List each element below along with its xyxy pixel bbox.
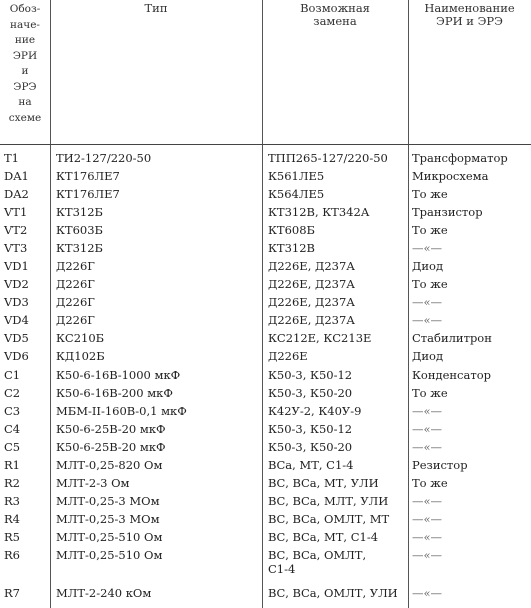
row-designation: R2 xyxy=(4,476,20,490)
row-replacement: К561ЛЕ5 xyxy=(268,169,325,183)
row-replacement: С1-4 xyxy=(268,562,296,576)
row-replacement: К42У-2, К40У-9 xyxy=(268,404,362,418)
row-replacement: Д226Е xyxy=(268,349,308,363)
row-type: МЛТ-0,25-510 Ом xyxy=(56,548,163,562)
row-name: —«— xyxy=(412,440,443,454)
row-replacement: К50-3, К50-20 xyxy=(268,440,353,454)
row-replacement: ВС, ВСа, ОМЛТ, МТ xyxy=(268,512,390,526)
row-replacement: ВС, ВСа, МТ, С1-4 xyxy=(268,530,379,544)
row-name: Диод xyxy=(412,349,444,363)
column-divider xyxy=(262,0,263,608)
header-rule xyxy=(0,144,531,145)
row-replacement: ВС, ВСа, ОМЛТ, УЛИ xyxy=(268,586,398,600)
row-replacement: ВС, ВСа, МТ, УЛИ xyxy=(268,476,379,490)
row-designation: C4 xyxy=(4,422,21,436)
row-name: —«— xyxy=(412,295,443,309)
row-type: МЛТ-0,25-3 МОм xyxy=(56,512,160,526)
row-name: То же xyxy=(412,476,448,490)
row-replacement: КТ312В, КТ342А xyxy=(268,205,370,219)
row-name: —«— xyxy=(412,241,443,255)
row-name: Резистор xyxy=(412,458,468,472)
row-type: КТ312Б xyxy=(56,205,103,219)
row-name: То же xyxy=(412,187,448,201)
row-replacement: КТ312В xyxy=(268,241,315,255)
row-replacement: К50-3, К50-12 xyxy=(268,368,353,382)
row-designation: C5 xyxy=(4,440,21,454)
row-replacement: Д226Е, Д237А xyxy=(268,277,356,291)
header-replacement xyxy=(262,2,408,28)
row-designation: VT3 xyxy=(4,241,28,255)
row-designation: VD3 xyxy=(4,295,29,309)
row-designation: VD2 xyxy=(4,277,29,291)
row-name: Трансформатор xyxy=(412,151,508,165)
header-type xyxy=(50,2,262,15)
row-name: —«— xyxy=(412,512,443,526)
row-designation: VD1 xyxy=(4,259,29,273)
header-designation-line: ние xyxy=(14,34,36,46)
row-replacement: Д226Е, Д237А xyxy=(268,295,356,309)
row-name: Транзистор xyxy=(412,205,483,219)
row-name: —«— xyxy=(412,313,443,327)
row-replacement: ТПП265-127/220-50 xyxy=(268,151,388,165)
row-type: К50-6-16В-200 мкФ xyxy=(56,386,173,400)
row-replacement: КТ608Б xyxy=(268,223,315,237)
row-designation: VD6 xyxy=(4,349,29,363)
row-type: МЛТ-2-240 кОм xyxy=(56,586,152,600)
row-type: ТИ2-127/220-50 xyxy=(56,151,152,165)
row-type: КТ603Б xyxy=(56,223,103,237)
header-name-line: Наименование xyxy=(424,1,515,15)
row-replacement: ВС, ВСа, МЛТ, УЛИ xyxy=(268,494,389,508)
row-type: МБМ-II-160В-0,1 мкФ xyxy=(56,404,187,418)
header-designation-line: ЭРЭ xyxy=(13,80,37,93)
row-type: К50-6-16В-1000 мкФ xyxy=(56,368,181,382)
row-name: —«— xyxy=(412,422,443,436)
row-replacement: К564ЛЕ5 xyxy=(268,187,325,201)
header-replacement-line: Возможная xyxy=(300,1,370,15)
row-designation: DA1 xyxy=(4,169,29,183)
header-designation-line: наче- xyxy=(10,18,40,31)
header-designation-line: Обоз- xyxy=(9,3,41,15)
row-name: Микросхема xyxy=(412,169,489,183)
row-type: МЛТ-2-3 Ом xyxy=(56,476,130,490)
row-name: Стабилитрон xyxy=(412,331,492,345)
row-designation: R3 xyxy=(4,494,20,508)
header-name xyxy=(408,2,531,28)
row-type: К50-6-25В-20 мкФ xyxy=(56,440,166,454)
row-designation: C1 xyxy=(4,368,21,382)
row-type: КТ176ЛЕ7 xyxy=(56,187,120,201)
header-designation-line: схеме xyxy=(8,111,42,124)
row-designation: C2 xyxy=(4,386,21,400)
row-type: Д226Г xyxy=(56,295,95,309)
row-name: —«— xyxy=(412,404,443,418)
row-type: КТ176ЛЕ7 xyxy=(56,169,120,183)
column-divider xyxy=(408,0,409,608)
row-type: Д226Г xyxy=(56,277,95,291)
row-type: МЛТ-0,25-510 Ом xyxy=(56,530,163,544)
row-type: Д226Г xyxy=(56,313,95,327)
row-designation: R7 xyxy=(4,586,20,600)
row-replacement: ВС, ВСа, ОМЛТ, xyxy=(268,548,367,562)
row-designation: VT1 xyxy=(4,205,28,219)
row-replacement: Д226Е, Д237А xyxy=(268,259,356,273)
row-designation: R1 xyxy=(4,458,20,472)
row-type: МЛТ-0,25-820 Ом xyxy=(56,458,163,472)
row-designation: T1 xyxy=(4,151,19,165)
row-name: —«— xyxy=(412,530,443,544)
row-designation: R4 xyxy=(4,512,20,526)
row-type: Д226Г xyxy=(56,259,95,273)
row-type: КД102Б xyxy=(56,349,105,363)
row-designation: VD4 xyxy=(4,313,29,327)
row-replacement: Д226Е, Д237А xyxy=(268,313,356,327)
header-designation-line: на xyxy=(18,96,32,108)
row-replacement: КС212Е, КС213Е xyxy=(268,331,372,345)
row-type: МЛТ-0,25-3 МОм xyxy=(56,494,160,508)
header-type-label: Тип xyxy=(144,1,168,15)
row-designation: R6 xyxy=(4,548,20,562)
row-name: Диод xyxy=(412,259,444,273)
row-name: —«— xyxy=(412,494,443,508)
row-name: Конденсатор xyxy=(412,368,491,382)
row-designation: R5 xyxy=(4,530,20,544)
header-name-line: ЭРИ и ЭРЭ xyxy=(436,14,503,28)
row-name: То же xyxy=(412,223,448,237)
row-replacement: К50-3, К50-12 xyxy=(268,422,353,436)
row-name: —«— xyxy=(412,548,443,562)
row-designation: DA2 xyxy=(4,187,29,201)
header-replacement-line: замена xyxy=(313,14,357,28)
row-designation: C3 xyxy=(4,404,21,418)
header-designation-line: ЭРИ xyxy=(12,49,38,62)
row-replacement: К50-3, К50-20 xyxy=(268,386,353,400)
row-type: КС210Б xyxy=(56,331,105,345)
row-replacement: ВСа, МТ, С1-4 xyxy=(268,458,354,472)
header-designation-line: и xyxy=(21,65,29,77)
row-name: То же xyxy=(412,386,448,400)
header-designation xyxy=(0,2,50,126)
column-divider xyxy=(50,0,51,608)
row-name: —«— xyxy=(412,586,443,600)
row-type: К50-6-25В-20 мкФ xyxy=(56,422,166,436)
row-designation: VD5 xyxy=(4,331,29,345)
row-type: КТ312Б xyxy=(56,241,103,255)
row-name: То же xyxy=(412,277,448,291)
row-designation: VT2 xyxy=(4,223,28,237)
